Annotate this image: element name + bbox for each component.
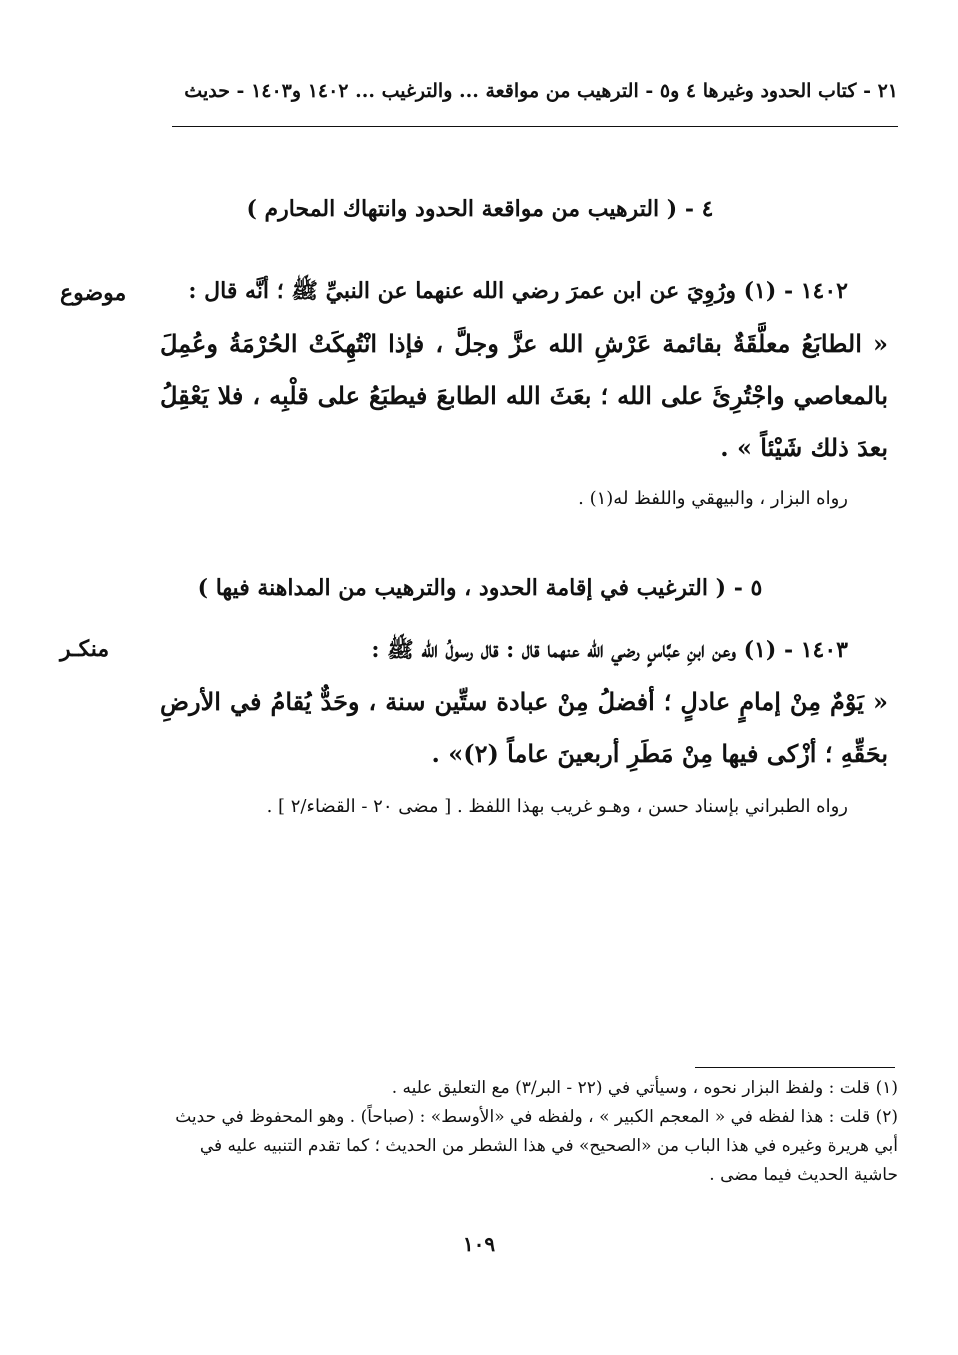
hadith-source: رواه البزار ، والبيهقي واللفظ له(١) . bbox=[578, 488, 848, 509]
hadith-grade: موضوع bbox=[60, 280, 127, 306]
running-header: ٢١ - كتاب الحدود وغيرها ٤ و٥ - الترهيب من مواقعة ... والترغيب ... ١٤٠٢ و١٤٠٣ - حديث bbox=[184, 80, 898, 102]
page-number: ١٠٩ bbox=[462, 1232, 496, 1256]
hadith-heading: ١٤٠٣ - (١) وعن ابنِ عبَّاسٍ رضي الله عنهما قال : قال رسولُ الله ﷺ : bbox=[371, 637, 848, 663]
footnote-separator bbox=[695, 1067, 895, 1068]
hadith-source: رواه الطبراني بإسناد حسن ، وهـو غريب بهذا اللفظ . [ مضى ٢٠ - القضاء/٢ ] . bbox=[266, 796, 848, 817]
hadith-grade: منكـر bbox=[60, 636, 110, 662]
section-title: ٥ - ( الترغيب في إقامة الحدود ، والترهيب من المداهنة فيها ) bbox=[197, 575, 763, 601]
footnotes bbox=[165, 1074, 898, 1190]
footnote: (٢) قلت : هذا لفظه في « المعجم الكبير » ، ولفظه في «الأوسط» : (صباحاً) . وهو المحفوظ في حديث أبي هريرة وغيره في هذا الباب من «الصحيح» في هذا الشطر من الحديث ؛ كما تقدم التنبيه عليه في حاشية الحديث فيما مضى . bbox=[175, 1107, 898, 1185]
footnote: (١) قلت : ولفظ البزار نحوه ، وسيأتي في (٢٢ - البر/٣) مع التعليق عليه . bbox=[391, 1078, 898, 1098]
section-title: ٤ - ( الترهيب من مواقعة الحدود وانتهاك المحارم ) bbox=[246, 196, 714, 222]
hadith-text: « يَوْمٌ مِنْ إمامٍ عادلٍ ؛ أفضلُ مِنْ عبادة ستِّين سنة ، وحَدٌّ يُقامُ في الأرضِ بحَقِّهِ ؛ أزْكى فيها مِنْ مَطَرِ أربعينَ عاماً (٢)» . bbox=[160, 687, 888, 768]
hadith-heading: ١٤٠٢ - (١) ورُوِيَ عن ابن عمرَ رضي الله عنهما عن النبيِّ ﷺ ؛ أنَّه قال : bbox=[188, 278, 848, 304]
hadith-text: « الطابَعُ معلَّقَةٌ بقائمة عَرْشِ الله عزَّ وجلَّ ، فإذا انْتُهِكَتْ الحُرْمَةُ وعُمِلَ بالمعاصي واجْتُرِئَ على الله ؛ بعَثَ الله الطابعَ فيطبَعُ على قلْبِه ، فلا يَعْقِلُ بعدَ ذلك شَيْئاً » . bbox=[160, 329, 888, 462]
header-rule bbox=[172, 126, 898, 127]
